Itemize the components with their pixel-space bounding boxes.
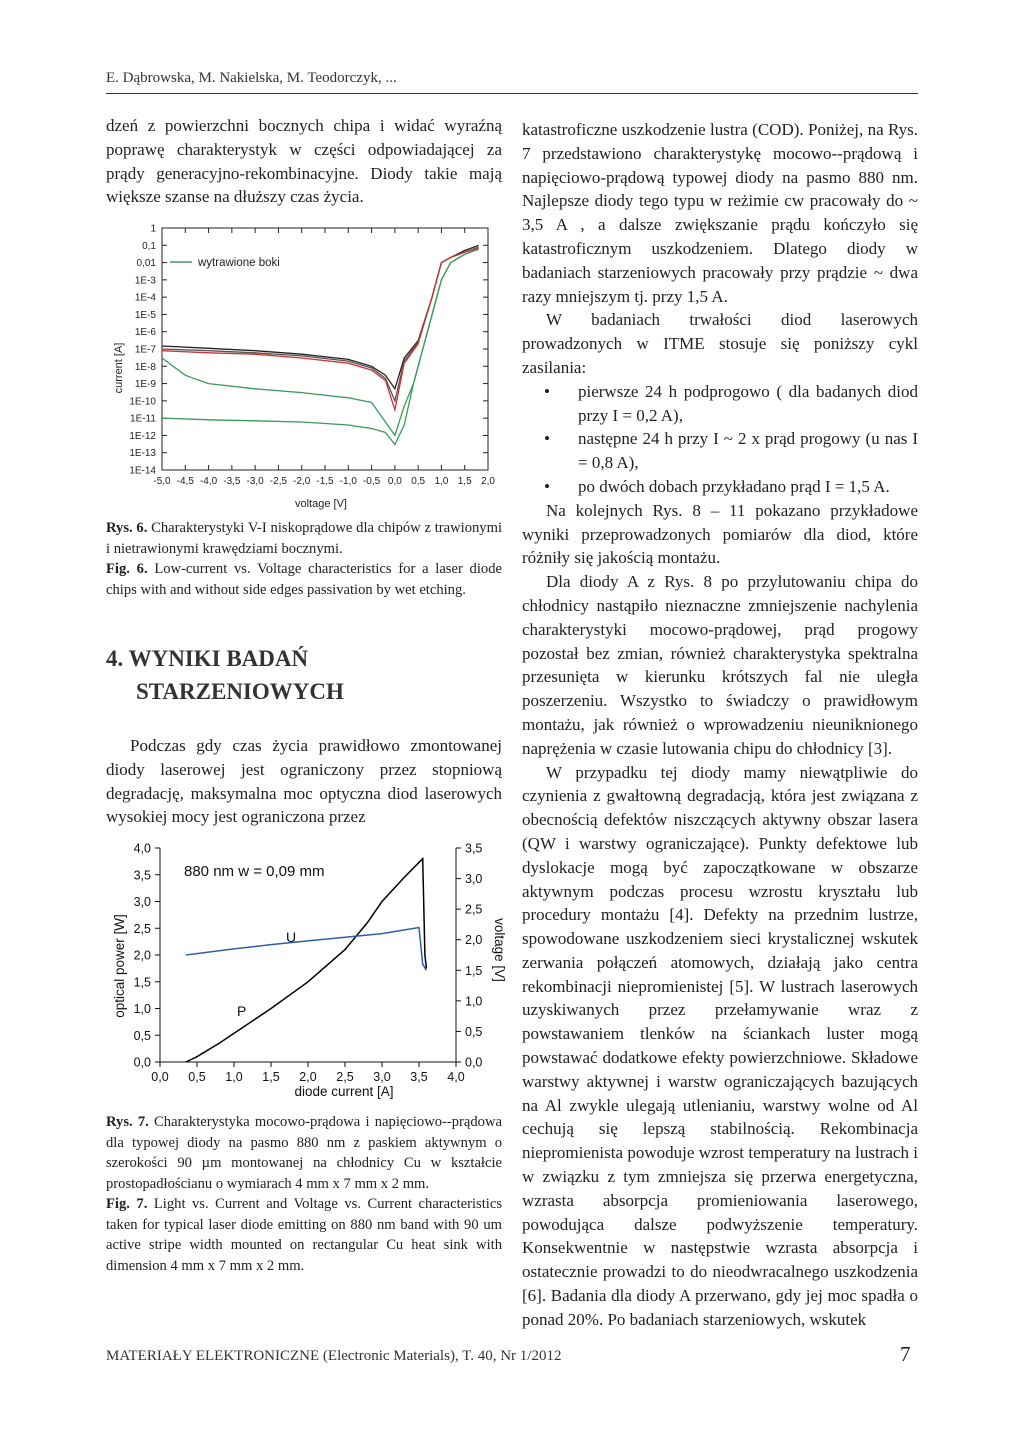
y-tick-label: 1E-4 bbox=[134, 292, 156, 304]
x-tick-label: 0,0 bbox=[387, 476, 402, 487]
y-axis-label-right: voltage [V] bbox=[492, 918, 507, 982]
y-tick-label: 0,1 bbox=[142, 240, 156, 252]
y-tick-label: 1E-12 bbox=[129, 430, 156, 442]
journal-footer: MATERIAŁY ELEKTRONICZNE (Electronic Materials), T. 40, Nr 1/2012 bbox=[106, 1348, 562, 1364]
x-tick-label: 0,0 bbox=[151, 1070, 169, 1084]
right-paragraph-5: W przypadku tej diody mamy niewątpliwie do czynienia z gwałtowną degradacją, która jest związana z obecnością defektów niszczących aktywny obszar lasera (QW i warstwy ograniczające). Punkty defektowe lub dyslokacje mogą być zapoczątkowane w obszarze aktywnym podczas procesu wzrostu kryształu lub procedury montażu [4]. Defekty na przednim lustrze, spowodowane uszkodzeniem sieci krystalicznej wskutek zerwania połączeń atomowych, działają jako centra rekombinacji niepromienistej [5]. W lustrach laserowych uzyskiwanych przez przełamywanie wraz z powstawaniem tlenków na ściankach luster mogą powstawać dodatkowe efekty powierzchniowe. Składowe warstwy aktywnej i warstw ograniczających bazujących na Al zwykle ulegają utlenianiu, warstwy wolne od Al cechują się lepszą stabilnością. Rekombinacja niepromienista powoduje wzrost temperatury na lustrach i w związku z tym zmniejsza się przerwa energetyczna, wzrasta absorpcja promieniowania laserowego, powodująca dalsze podwyższenie temperatury. Konsekwentnie w następstwie wzrasta absorpcja i ostatecznie prowadzi to do nieodwracalnego uszkodzenia [6]. Badania dla diody A przerwano, gdy jej moc spadła o ponad 20%. Po badaniach starzeniowych, wskutek bbox=[522, 762, 918, 1329]
left-paragraph-2 bbox=[106, 734, 502, 829]
intro-text: dzeń z powierzchni bocznych chipa i widać wyraźną poprawę charakterystyk w części odpowiadającej za prądy generacyjno-rekombinacyjne. Diody takie mają większe szanse na dłuższy czas życia. bbox=[106, 116, 502, 207]
y-axis-label-left: optical power [W] bbox=[112, 914, 127, 1018]
x-tick-label: -4,5 bbox=[176, 476, 194, 487]
x-tick-label: 1,0 bbox=[225, 1070, 243, 1084]
series-line-3 bbox=[162, 248, 479, 410]
x-tick-label: -1,0 bbox=[339, 476, 357, 487]
x-tick-label: -2,5 bbox=[269, 476, 288, 487]
right-paragraph-2: W badaniach trwałości diod laserowych prowadzonych w ITME stosuje się poniższy cykl zasilania: bbox=[522, 310, 918, 377]
figure-7-caption bbox=[106, 1112, 502, 1276]
x-axis-label: voltage [V] bbox=[295, 498, 347, 510]
section-heading bbox=[106, 642, 344, 708]
y-tick-label: 1E-7 bbox=[134, 344, 156, 356]
x-tick-label: 0,5 bbox=[188, 1070, 206, 1084]
y-tick-label: 1E-14 bbox=[129, 465, 156, 477]
right-paragraph-3: Na kolejnych Rys. 8 – 11 pokazano przykładowe wyniki przeprowadzonych pomiarów dla diod, które różniły się jakością montażu. bbox=[522, 500, 918, 568]
y-tick-label: 1E-6 bbox=[134, 327, 156, 339]
x-tick-label: 2,0 bbox=[299, 1070, 317, 1084]
right-paragraph-1: katastroficzne uszkodzenie lustra (COD). Poniżej, na Rys. 7 przedstawiono charakterystykę mocowo--prądową i napięciowo-prądową typowej diody na pasmo 880 nm. Najlepsze diody tego typu w reżimie cw pracowały do ~ 3,5 A , a dalsze zwiększanie prądu kończyło się katastroficznym uszkodzeniem. Dlatego diody w badaniach starzeniowych pracowały przy prądzie ~ dwa razy mniejszym tj. przy 1,5 A. bbox=[522, 120, 918, 306]
series-label-P: P bbox=[237, 1003, 247, 1019]
x-tick-label: -3,5 bbox=[223, 476, 241, 487]
x-tick-label: -4,0 bbox=[199, 476, 218, 487]
y-tick-label: 1,0 bbox=[133, 1002, 151, 1016]
y-tick-label: 2,0 bbox=[133, 948, 151, 963]
left-intro-paragraph bbox=[106, 114, 502, 209]
series-line-4 bbox=[162, 249, 479, 435]
x-tick-label: -3,0 bbox=[246, 476, 264, 487]
header-rule bbox=[106, 93, 918, 94]
list-item: • następne 24 h przy I ~ 2 x prąd progowy (u nas I = 0,8 A), bbox=[522, 427, 918, 475]
section-heading-line2: STARZENIOWYCH bbox=[136, 679, 344, 704]
x-tick-label: 3,0 bbox=[373, 1070, 391, 1084]
caption-7-pl-label: Rys. 7. bbox=[106, 1114, 149, 1130]
section-paragraph: Podczas gdy czas życia prawidłowo zmontowanej diody laserowej jest ograniczony przez stopniową degradację, maksymalna moc optyczna diod laserowych wysokiej mocy jest ograniczona przez bbox=[106, 736, 502, 827]
caption-7-en-label: Fig. 7. bbox=[106, 1196, 148, 1212]
figure-6-chart bbox=[106, 218, 502, 514]
x-tick-label: 0,5 bbox=[411, 476, 426, 487]
x-tick-label: -2,0 bbox=[293, 476, 311, 487]
series-label-U: U bbox=[286, 929, 297, 945]
section-heading-line1: 4. WYNIKI BADAŃ bbox=[106, 646, 309, 671]
supply-cycle-list bbox=[522, 380, 918, 499]
y2-tick-label: 0,5 bbox=[465, 1024, 483, 1039]
y2-tick-label: 2,5 bbox=[465, 902, 483, 917]
y-tick-label: 0,01 bbox=[136, 258, 156, 270]
y-tick-label: 1E-8 bbox=[134, 361, 156, 373]
page-number: 7 bbox=[900, 1342, 911, 1366]
y-tick-label: 1E-9 bbox=[134, 379, 156, 391]
x-tick-label: 1,0 bbox=[434, 476, 449, 487]
y2-tick-label: 3,5 bbox=[465, 841, 483, 856]
y-tick-label: 3,0 bbox=[133, 895, 151, 909]
y-tick-label: 0,0 bbox=[133, 1055, 151, 1070]
y-axis-label: current [A] bbox=[113, 342, 125, 394]
x-tick-label: -5,0 bbox=[153, 476, 171, 487]
caption-7-en-text: Light vs. Current and Voltage vs. Current characteristics taken for typical laser diode emitting on 880 nm band with 90 um active stripe width mounted on rectangular Cu heat sink with dimension 4 mm x 7 mm x 2 mm. bbox=[106, 1196, 503, 1274]
x-tick-label: 4,0 bbox=[447, 1070, 465, 1084]
x-tick-label: 1,5 bbox=[457, 476, 472, 487]
right-paragraph-4: Dla diody A z Rys. 8 po przylutowaniu chipa do chłodnicy nastąpiło nieznaczne zmniejszenie nachylenia charakterystyki mocowo-prądowej, prąd progowy pozostał bez zmian, również charakterystyka spektralna przesunięta w kierunku krótszych fal nie uległa poszerzeniu. Wszystko to świadczy o prawidłowym montażu, jak również o wprowadzeniu nieuniknionego naprężenia w czasie lutowania chipu do chłodnicy [3]. bbox=[522, 572, 918, 758]
list-item: • pierwsze 24 h podprogowo ( dla badanych diod przy I = 0,2 A), bbox=[522, 380, 918, 428]
caption-6-pl-text: Charakterystyki V-I niskoprądowe dla chipów z trawionymi i nietrawionymi krawędziami bocznymi. bbox=[106, 520, 503, 557]
x-tick-label: 1,5 bbox=[262, 1070, 280, 1084]
y2-tick-label: 1,5 bbox=[465, 963, 483, 978]
chart-title: 880 nm w = 0,09 mm bbox=[184, 863, 325, 880]
y-tick-label: 1E-13 bbox=[129, 448, 156, 460]
y-tick-label: 1E-5 bbox=[134, 309, 156, 321]
right-column bbox=[522, 118, 918, 1332]
list-item: • po dwóch dobach przykładano prąd I = 1,5 A. bbox=[522, 475, 918, 499]
running-header: E. Dąbrowska, M. Nakielska, M. Teodorczyk, ... bbox=[106, 70, 397, 86]
y2-tick-label: 1,0 bbox=[465, 994, 483, 1009]
x-tick-label: 2,0 bbox=[481, 476, 495, 487]
y2-tick-label: 0,0 bbox=[465, 1055, 483, 1070]
y2-tick-label: 2,0 bbox=[465, 933, 483, 948]
figure-6-caption bbox=[106, 518, 502, 600]
figure-7-chart bbox=[106, 838, 507, 1110]
series-line-5 bbox=[162, 249, 479, 444]
series-line-P bbox=[186, 859, 427, 1062]
caption-6-pl-label: Rys. 6. bbox=[106, 520, 148, 536]
y-tick-label: 3,5 bbox=[133, 868, 151, 883]
x-axis-label: diode current [A] bbox=[294, 1084, 394, 1099]
x-tick-label: -1,5 bbox=[316, 476, 334, 487]
y2-tick-label: 3,0 bbox=[465, 872, 483, 887]
legend-label: wytrawione boki bbox=[198, 257, 280, 269]
caption-7-pl-text: Charakterystyka mocowo-prądowa i napięciowo--prądowa dla typowej diody na pasmo 880 nm z paskiem aktywnym o szerokości 90 µm montowanej na chłodnicy Cu w kształcie prostopadłościanu o wymiarach 4 mm x 7 mm x 2 mm. bbox=[106, 1114, 502, 1192]
caption-6-en-label: Fig. 6. bbox=[106, 561, 148, 577]
x-tick-label: -0,5 bbox=[362, 476, 381, 487]
series-line-U bbox=[186, 928, 427, 971]
y-tick-label: 1E-10 bbox=[129, 396, 156, 408]
y-tick-label: 0,5 bbox=[133, 1028, 151, 1043]
series-line-2 bbox=[162, 247, 479, 401]
y-tick-label: 1,5 bbox=[133, 975, 151, 990]
x-tick-label: 3,5 bbox=[410, 1070, 428, 1084]
caption-6-en-text: Low-current vs. Voltage characteristics for a laser diode chips with and without side edges passivation by wet etching. bbox=[106, 561, 502, 598]
y-tick-label: 1 bbox=[150, 223, 156, 235]
x-tick-label: 2,5 bbox=[336, 1070, 354, 1084]
y-tick-label: 2,5 bbox=[133, 921, 151, 936]
y-tick-label: 1E-3 bbox=[134, 275, 156, 287]
y-tick-label: 4,0 bbox=[133, 841, 151, 856]
y-tick-label: 1E-11 bbox=[130, 413, 156, 425]
